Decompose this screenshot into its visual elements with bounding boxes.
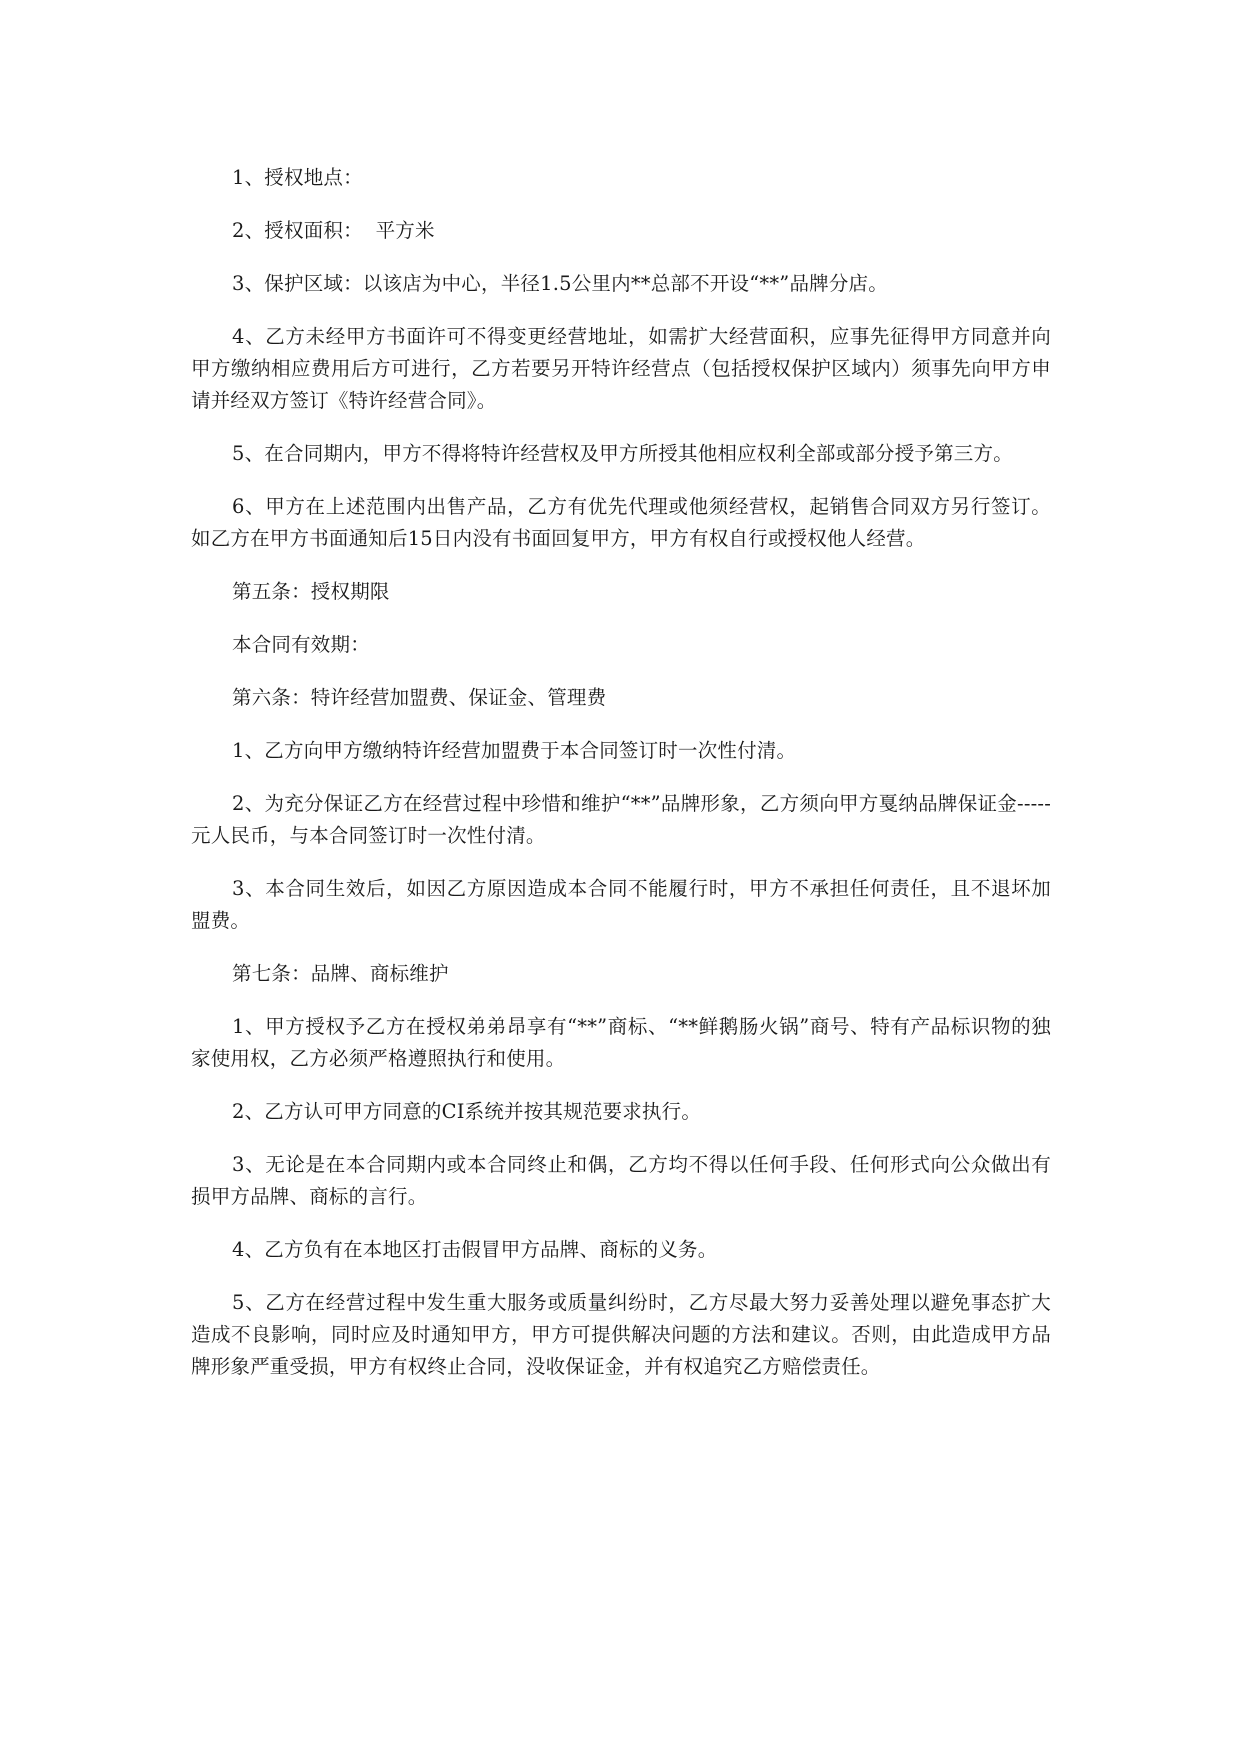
- article-7-heading: 第七条：品牌、商标维护: [232, 962, 449, 985]
- clause-anti-counterfeit: 4、乙方负有在本地区打击假冒甲方品牌、商标的义务。: [232, 1238, 718, 1261]
- clause-ci-system: 2、乙方认可甲方同意的CI系统并按其规范要求执行。: [232, 1100, 702, 1123]
- clause-no-damage: 3、无论是在本合同期内或本合同终止和偶，乙方均不得以任何手段、任何形式向公众做出有损甲方品牌、商标的言行。: [191, 1153, 1051, 1208]
- clause-no-third-party: 5、在合同期内，甲方不得将特许经营权及甲方所授其他相应权利全部或部分授予第三方。: [232, 442, 1013, 465]
- article-5-heading: 第五条：授权期限: [232, 580, 390, 603]
- clause-no-refund: 3、本合同生效后，如因乙方原因造成本合同不能履行时，甲方不承担任何责任，且不退坏加盟费。: [191, 877, 1051, 932]
- clause-deposit: 2、为充分保证乙方在经营过程中珍惜和维护“**”品牌形象，乙方须向甲方戛纳品牌保证金-----元人民币，与本合同签订时一次性付清。: [191, 792, 1051, 847]
- clause-area: 2、授权面积： 平方米: [232, 219, 435, 242]
- validity-period: 本合同有效期：: [232, 633, 370, 656]
- clause-location: 1、授权地点：: [232, 166, 363, 189]
- clause-trademark-license: 1、甲方授权予乙方在授权弟弟昂享有“**”商标、“**鲜鹅肠火锅”商号、特有产品标识物的独家使用权，乙方必须严格遵照执行和使用。: [191, 1015, 1051, 1070]
- clause-protection-zone: 3、保护区域：以该店为中心，半径1.5公里内**总部不开设“**”品牌分店。: [232, 272, 888, 295]
- clause-franchise-fee: 1、乙方向甲方缴纳特许经营加盟费于本合同签订时一次性付清。: [232, 739, 797, 762]
- clause-address-change: 4、乙方未经甲方书面许可不得变更经营地址，如需扩大经营面积，应事先征得甲方同意并向甲方缴纳相应费用后方可进行，乙方若要另开特许经营点（包括授权保护区域内）须事先向甲方申请并经双方签订《特许经营合同》。: [191, 325, 1051, 412]
- clause-priority-agency: 6、甲方在上述范围内出售产品，乙方有优先代理或他须经营权，起销售合同双方另行签订。如乙方在甲方书面通知后15日内没有书面回复甲方，甲方有权自行或授权他人经营。: [191, 495, 1051, 550]
- article-6-heading: 第六条：特许经营加盟费、保证金、管理费: [232, 686, 607, 709]
- clause-dispute-handling: 5、乙方在经营过程中发生重大服务或质量纠纷时，乙方尽最大努力妥善处理以避免事态扩大造成不良影响，同时应及时通知甲方，甲方可提供解决问题的方法和建议。否则，由此造成甲方品牌形象严重受损，甲方有权终止合同，没收保证金，并有权追究乙方赔偿责任。: [191, 1291, 1051, 1378]
- document-page: [191, 162, 1051, 1383]
